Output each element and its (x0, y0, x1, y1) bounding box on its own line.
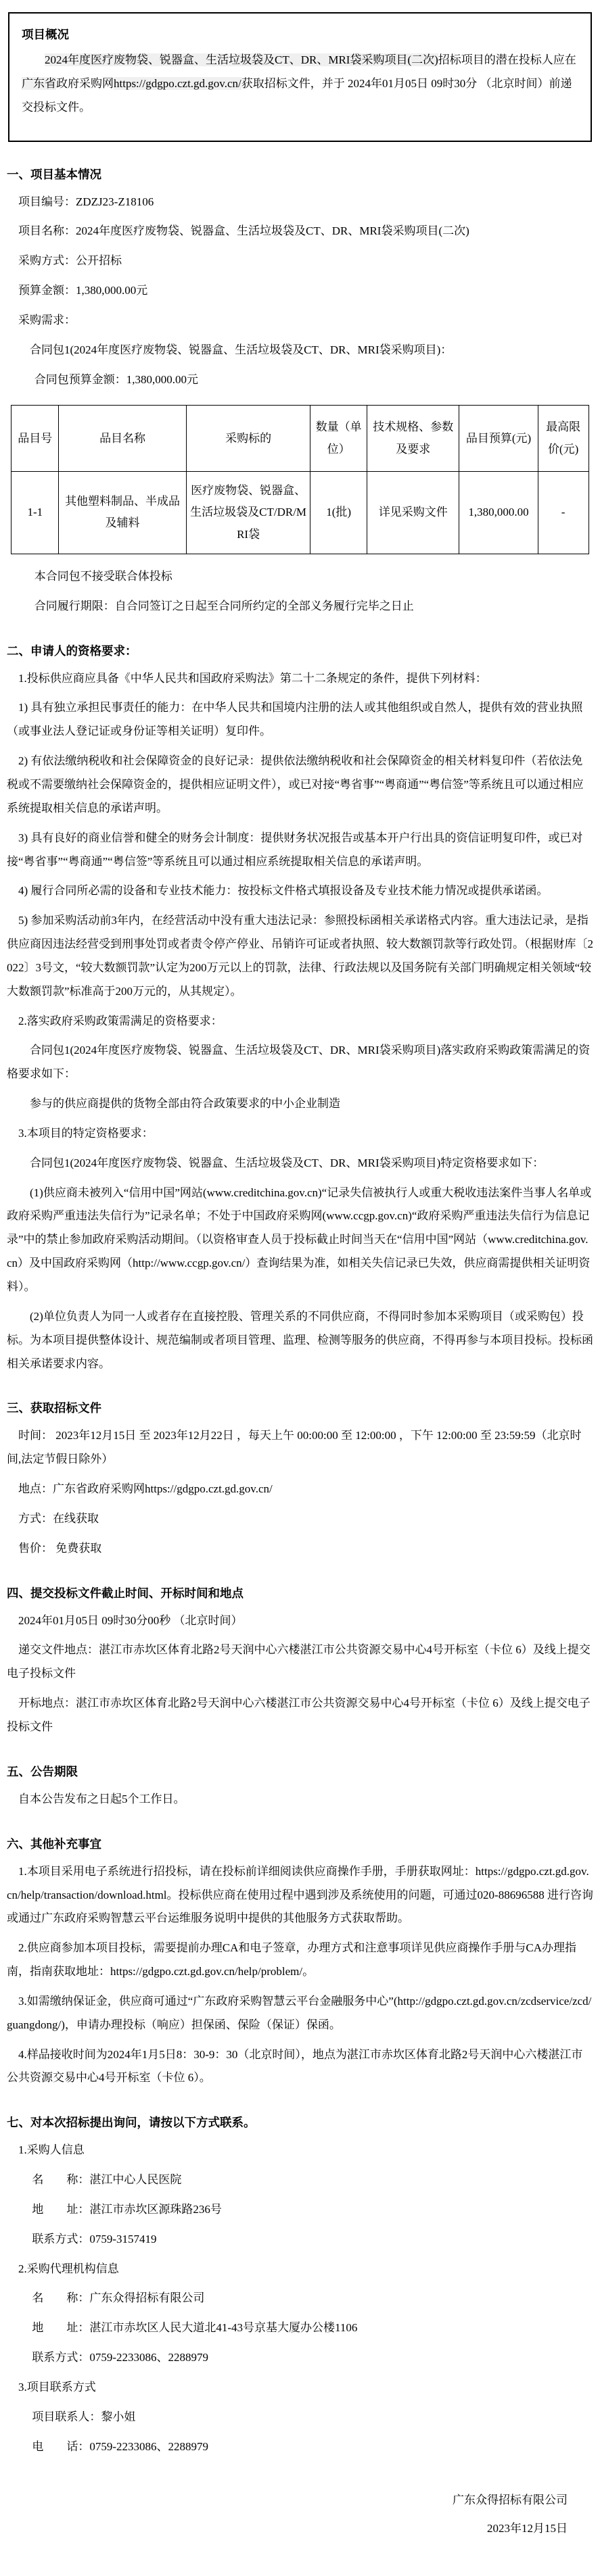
project-name-highlight: 2024年度医疗废物袋、锐器盒、生活垃圾袋及CT、DR、MRI袋采购项目(二次) (45, 53, 438, 66)
overview-text-3: 获取招标文件，并于 2024年01月05日 09时30分 （北京时间）前递交投标文件。 (22, 76, 572, 114)
overview-text-1: 招标项目的潜在投标人应在 (438, 53, 576, 66)
header-max-price: 最高限价(元) (538, 406, 589, 472)
paragraph: 项目编号：ZDZJ23-Z18106 (18, 195, 154, 208)
paragraph: 联系方式：0759-3157419 (32, 2232, 157, 2245)
overview-paragraph (22, 49, 578, 120)
paragraph: 地 址：湛江市赤坎区人民大道北41-43号京基大厦办公楼1106 (32, 2321, 358, 2335)
paragraph: 2) 有依法缴纳税收和社会保障资金的良好记录：提供依法缴纳税收和社会保障资金的相关材料复印件（若依法免税或不需要缴纳社会保障资金的，提供相应证明文件），或已对接“粤省事”“粤商通”“粤信签”等系统且可以通过相应系统提取相关信息的承诺声明。 (7, 754, 584, 815)
cell-tech-specs: 详见采购文件 (367, 472, 459, 554)
paragraph: 地点：广东省政府采购网https://gdgpo.czt.gd.gov.cn/ (18, 1482, 273, 1496)
paragraph: 预算金额：1,380,000.00元 (18, 284, 148, 297)
section-heading-4: 四、提交投标文件截止时间、开标时间和地点 (7, 1586, 244, 1600)
paragraph: 合同包1(2024年度医疗废物袋、锐器盒、生活垃圾袋及CT、DR、MRI袋采购项目)： (30, 343, 453, 356)
header-item-name: 品目名称 (59, 406, 187, 472)
paragraph: 2.供应商参加本项目投标，需要提前办理CA和电子签章，办理方式和注意事项详见供应商操作手册与CA办理指南，指南获取地址：https://gdgpo.czt.gd.gov.cn/help/problem/。 (7, 1941, 576, 1978)
paragraph: 合同包1(2024年度医疗废物袋、锐器盒、生活垃圾袋及CT、DR、MRI袋采购项目)特定资格要求如下： (30, 1156, 545, 1169)
cell-max-price: - (538, 472, 589, 554)
header-procurement-target: 采购标的 (186, 406, 310, 472)
cell-procurement-target: 医疗废物袋、锐器盒、生活垃圾袋及CT/DR/MRI袋 (186, 472, 310, 554)
paragraph: 3.本项目的特定资格要求： (18, 1126, 154, 1140)
section-heading-5: 五、公告期限 (7, 1764, 78, 1778)
paragraph: 项目名称：2024年度医疗废物袋、锐器盒、生活垃圾袋及CT、DR、MRI袋采购项目(二次) (18, 224, 469, 238)
document-footer (7, 2486, 593, 2544)
paragraph: 1) 具有独立承担民事责任的能力：在中华人民共和国境内注册的法人或其他组织或自然人，提供有效的营业执照（或事业法人登记证或身份证等相关证明）复印件。 (7, 701, 583, 738)
procurement-items-table (11, 405, 589, 554)
section-heading-2: 二、申请人的资格要求： (7, 643, 137, 658)
paragraph: 1.投标供应商应具备《中华人民共和国政府采购法》第二十二条规定的条件，提供下列材料： (18, 671, 487, 685)
header-tech-specs: 技术规格、参数及要求 (367, 406, 459, 472)
agency-signature: 广东众得招标有限公司 (453, 2493, 568, 2506)
project-overview-box (8, 12, 592, 142)
paragraph: 5) 参加采购活动前3年内，在经营活动中没有重大违法记录：参照投标函相关承诺格式内容。重大违法记录，是指供应商因违法经营受到刑事处罚或者责令停产停业、吊销许可证或者执照、较大数额罚款等行政处罚。（根据财库〔2022〕3号文，“较大数额罚款”认定为200万元以上的罚款，法律、行政法规以及国务院有关部门明确规定相关领域“较大数额罚款”标准高于200万元的，从其规定）。 (7, 914, 593, 998)
paragraph: 1.采购人信息 (18, 2143, 85, 2157)
section-heading-1: 一、项目基本情况 (7, 167, 101, 181)
paragraph: 地 址：湛江市赤坎区源珠路236号 (32, 2202, 222, 2216)
cell-item-name: 其他塑料制品、半成品及辅料 (59, 472, 187, 554)
header-item-number: 品目号 (11, 406, 59, 472)
paragraph: 2.采购代理机构信息 (18, 2262, 119, 2275)
paragraph: 1.本项目采用电子系统进行招投标，请在投标前详细阅读供应商操作手册，手册获取网址：https://gdgpo.czt.gd.gov.cn/help/transaction/download.html。投标供应商在使用过程中遇到涉及系统使用的问题，可通过020-88696588 进行咨询或通过广东政府采购智慧云平台运维服务说明中提供的其他服务方式获取帮助。 (7, 1864, 593, 1925)
overview-title: 项目概况 (22, 28, 69, 41)
table-header-row (11, 406, 589, 472)
paragraph: 3) 具有良好的商业信誉和健全的财务会计制度：提供财务状况报告或基本开户行出具的资信证明复印件，或已对接“粤省事”“粤商通”“粤信签”等系统且可以通过相应系统提取相关信息的承诺声明。 (7, 831, 583, 868)
paragraph: 开标地点：湛江市赤坎区体育北路2号天润中心六楼湛江市公共资源交易中心4号开标室（卡位 6）及线上提交电子投标文件 (7, 1697, 591, 1733)
paragraph: 3.项目联系方式 (18, 2381, 96, 2394)
paragraph: 4.样品接收时间为2024年1月5日8：30-9：30（北京时间），地点为湛江市赤坎区体育北路2号天润中心六楼湛江市公共资源交易中心4号开标室（卡位 6）。 (7, 2047, 583, 2085)
paragraph: 2.落实政府采购政策需满足的资格要求： (18, 1014, 223, 1027)
paragraph: 递交文件地点：湛江市赤坎区体育北路2号天润中心六楼湛江市公共资源交易中心4号开标室（卡位 6）及线上提交电子投标文件 (7, 1643, 591, 1680)
paragraph: 自本公告发布之日起5个工作日。 (18, 1792, 185, 1805)
paragraph: 联系方式：0759-2233086、2288979 (32, 2351, 209, 2364)
header-quantity-unit: 数量（单位） (310, 406, 367, 472)
document-sections (7, 165, 593, 2459)
cell-item-number: 1-1 (11, 472, 59, 554)
table-row (11, 472, 589, 554)
section-heading-7: 七、对本次招标提出询问，请按以下方式联系。 (7, 2116, 256, 2130)
paragraph: 售价： 免费获取 (18, 1541, 102, 1555)
paragraph: 合同履行期限：自合同签订之日起至合同所约定的全部义务履行完毕之日止 (34, 599, 414, 612)
paragraph: 采购需求： (18, 313, 76, 326)
paragraph: 合同包1(2024年度医疗废物袋、锐器盒、生活垃圾袋及CT、DR、MRI袋采购项目)落实政府采购政策需满足的资格要求如下： (7, 1044, 591, 1081)
header-item-budget: 品目预算(元) (459, 406, 538, 472)
paragraph: 时间： 2023年12月15日 至 2023年12月22日 ，每天上午 00:00:00 至 12:00:00 ，下午 12:00:00 至 23:59:59（北京时间,法定节假日除外） (7, 1429, 582, 1466)
announcement-date: 2023年12月15日 (487, 2522, 568, 2535)
procurement-items-table-wrapper (8, 405, 592, 554)
paragraph: 项目联系人：黎小姐 (32, 2410, 136, 2423)
cell-item-budget: 1,380,000.00 (459, 472, 538, 554)
paragraph: 参与的供应商提供的货物全部由符合政策要求的中小企业制造 (30, 1097, 340, 1111)
paragraph: 名 称：广东众得招标有限公司 (32, 2291, 205, 2305)
paragraph: 采购方式：公开招标 (18, 254, 122, 268)
section-heading-6: 六、其他补充事宜 (7, 1837, 101, 1851)
paragraph: 3.如需缴纳保证金，供应商可通过“广东政府采购智慧云平台金融服务中心”(http://gdgpo.czt.gd.gov.cn/zcdservice/zcd/guangdong/)，申请办理投标（响应）担保函、保险（保证）保函。 (7, 1994, 592, 2031)
paragraph: 4) 履行合同所必需的设备和专业技术能力：按投标文件格式填报设备及专业技术能力情况或提供承诺函。 (18, 884, 549, 898)
paragraph: 名 称：湛江中心人民医院 (32, 2173, 182, 2187)
paragraph: (1)供应商未被列入“信用中国”网站(www.creditchina.gov.cn)“记录失信被执行人或重大税收违法案件当事人名单或政府采购严重违法失信行为”记录名单；不处于中国政府采购网(www.ccgp.gov.cn)“政府采购严重违法失信行为信息记录”中的禁止参加政府采购活动期间。（以资格审查人员于投标截止时间当天在“信用中国”网站（www.creditchina.gov.cn）及中国政府采购网（http://www.ccgp.gov.cn/）查询结果为准，如相关失信记录已失效，供应商需提供相关证明资料）。 (7, 1186, 592, 1294)
overview-text-2: 政府采购网 (56, 76, 114, 90)
paragraph: 方式：在线获取 (18, 1511, 99, 1525)
paragraph: (2)单位负责人为同一人或者存在直接控股、管理关系的不同供应商，不得同时参加本采购项目（或采购包）投标。为本项目提供整体设计、规范编制或者项目管理、监理、检测等服务的供应商，不得再参与本项目投标。投标函相关承诺要求内容。 (7, 1309, 593, 1370)
paragraph: 本合同包不接受联合体投标 (34, 569, 172, 583)
paragraph: 合同包预算金额：1,380,000.00元 (34, 372, 199, 386)
section-heading-3: 三、获取招标文件 (7, 1401, 101, 1415)
province-highlight: 广东省 (22, 76, 56, 90)
cell-quantity-unit: 1(批) (310, 472, 367, 554)
procurement-site-url: https://gdgpo.czt.gd.gov.cn/ (114, 76, 241, 90)
paragraph: 2024年01月05日 09时30分00秒 （北京时间） (18, 1613, 243, 1627)
paragraph: 电 话：0759-2233086、2288979 (32, 2439, 209, 2453)
